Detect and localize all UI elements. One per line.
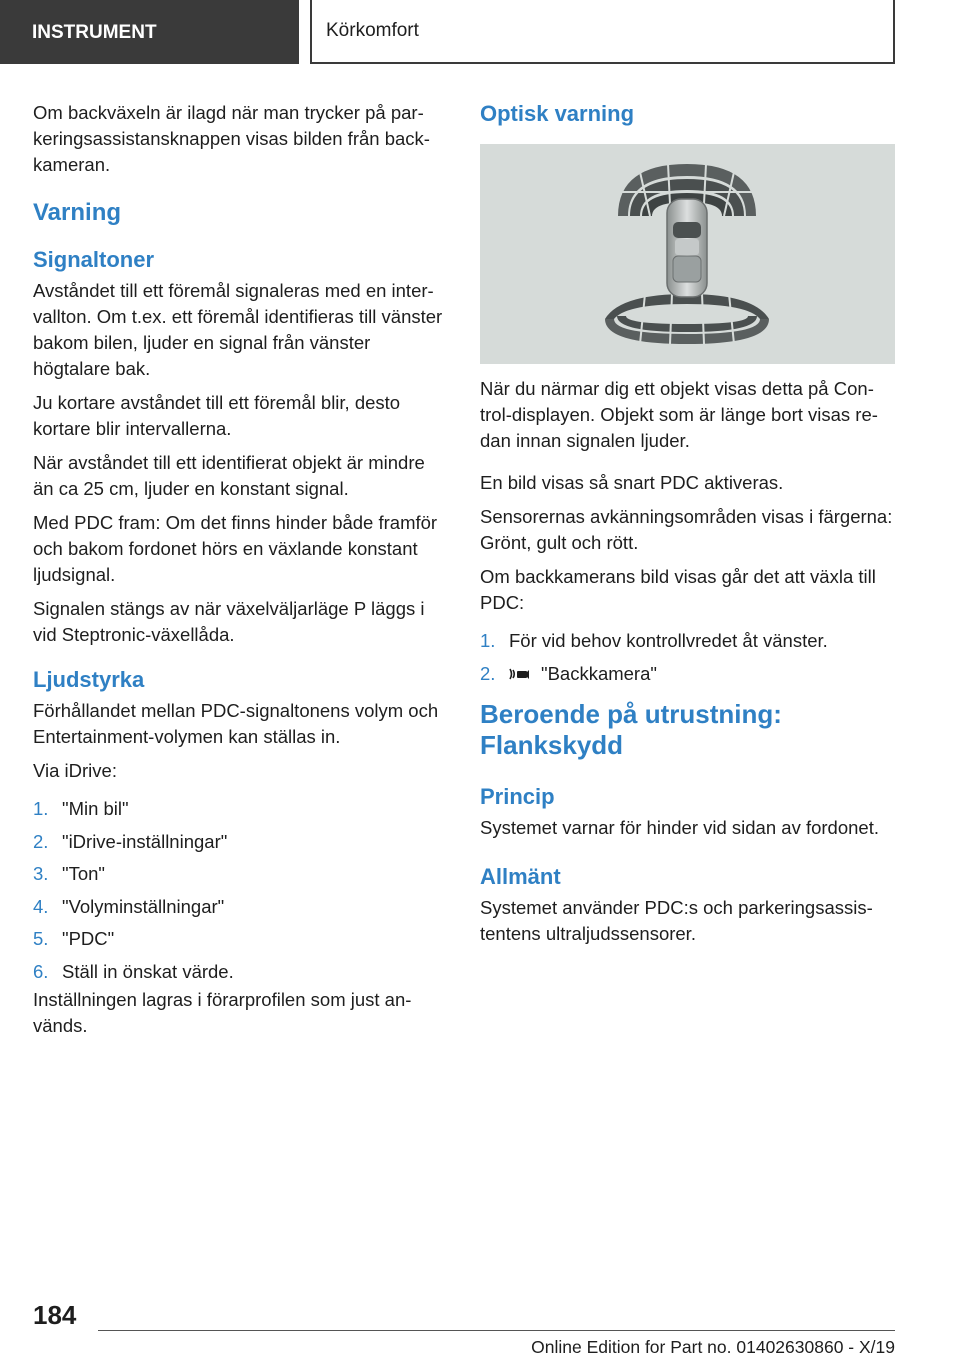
signaltoner-paragraph-1: Avståndet till ett föremål signaleras med en intervallton. Om t.ex. ett föremål identifieras till vänster bakom bilen, ljuder en signal från vänster högtalare bak. (33, 280, 443, 379)
signaltoner-paragraph-5: Signalen stängs av när växelväljarläge P läggs i vid Steptronic-växellåda. (33, 598, 425, 645)
outro-paragraph: Inställningen lagras i förarprofilen som just används. (33, 989, 412, 1036)
rear-camera-icon (509, 666, 529, 682)
list-item: 1. "Min bil" (33, 798, 129, 819)
list-item: 1. För vid behov kontrollvredet åt vänster. (480, 630, 828, 651)
list-item: 5. "PDC" (33, 928, 115, 949)
ljudstyrka-heading: Ljudstyrka (33, 667, 145, 692)
idrive-steps-list (33, 796, 448, 985)
optisk-varning-heading: Optisk varning (480, 101, 635, 126)
optisk-paragraph-3: Sensorernas avkänningsområden visas i färgerna: Grönt, gult och rött. (480, 506, 893, 553)
pdc-switch-steps-list (480, 628, 895, 687)
chapter-title: Körkomfort (326, 20, 419, 41)
princip-paragraph: Systemet varnar för hinder vid sidan av fordonet. (480, 816, 879, 838)
intro-paragraph: Om backväxeln är ilagd när man trycker på parkeringsassistansknappen visas bilden från backkameran. (33, 102, 430, 175)
princip-heading: Princip (480, 783, 555, 809)
edition-note: Online Edition for Part no. 01402630860 - X/19 (531, 1337, 895, 1357)
list-item: 2. "iDrive-inställningar" (33, 830, 228, 852)
page-number: 184 (33, 1300, 77, 1330)
signaltoner-paragraph-3: När avståndet till ett identifierat objekt är mindre än ca 25 cm, ljuder en konstant signal. (33, 452, 425, 499)
signaltoner-heading: Signaltoner (33, 247, 155, 272)
optisk-paragraph-2: En bild visas så snart PDC aktiveras. (480, 472, 784, 493)
optisk-paragraph-1: När du närmar dig ett objekt visas detta på Control-displayen. Objekt som är länge bort visas redan innan signalen ljuder. (480, 378, 878, 451)
allmant-heading: Allmänt (480, 863, 561, 889)
list-item: 3. "Ton" (33, 863, 105, 884)
list-item: 2. "Backkamera" (480, 662, 657, 684)
rear-sensor-zones (605, 294, 769, 344)
list-item: 6. Ställ in önskat värde. (33, 960, 234, 982)
footer-divider (98, 1330, 895, 1331)
signaltoner-paragraph-4: Med PDC fram: Om det finns hinder både framför och bakom fordonet hörs en växlande konstant ljudsignal. (33, 512, 438, 585)
section-title: INSTRUMENT (32, 21, 157, 43)
optisk-paragraph-4: Om backkamerans bild visas går det att växla till PDC: (480, 566, 876, 613)
pdc-diagram (480, 144, 895, 364)
left-column (33, 100, 448, 1039)
car-top-view (667, 199, 707, 297)
signaltoner-paragraph-2: Ju kortare avståndet till ett föremål blir, desto kortare blir intervallerna. (33, 392, 401, 439)
ljudstyrka-paragraph-1: Förhållandet mellan PDC-signaltonens volym och Entertainment-volymen kan ställas in. (33, 700, 439, 747)
flankskydd-heading: Beroende på utrustning: Flankskydd (480, 698, 782, 760)
ljudstyrka-paragraph-2: Via iDrive: (33, 760, 117, 781)
section-tab (0, 0, 299, 64)
list-item: 4. "Volyminställningar" (33, 895, 225, 917)
allmant-paragraph: Systemet använder PDC:s och parkeringsassistentens ultraljudssensorer. (480, 896, 873, 944)
varning-heading: Varning (33, 199, 122, 226)
chapter-tab (310, 0, 895, 64)
pdc-display-illustration (480, 144, 895, 364)
right-column (480, 100, 895, 947)
